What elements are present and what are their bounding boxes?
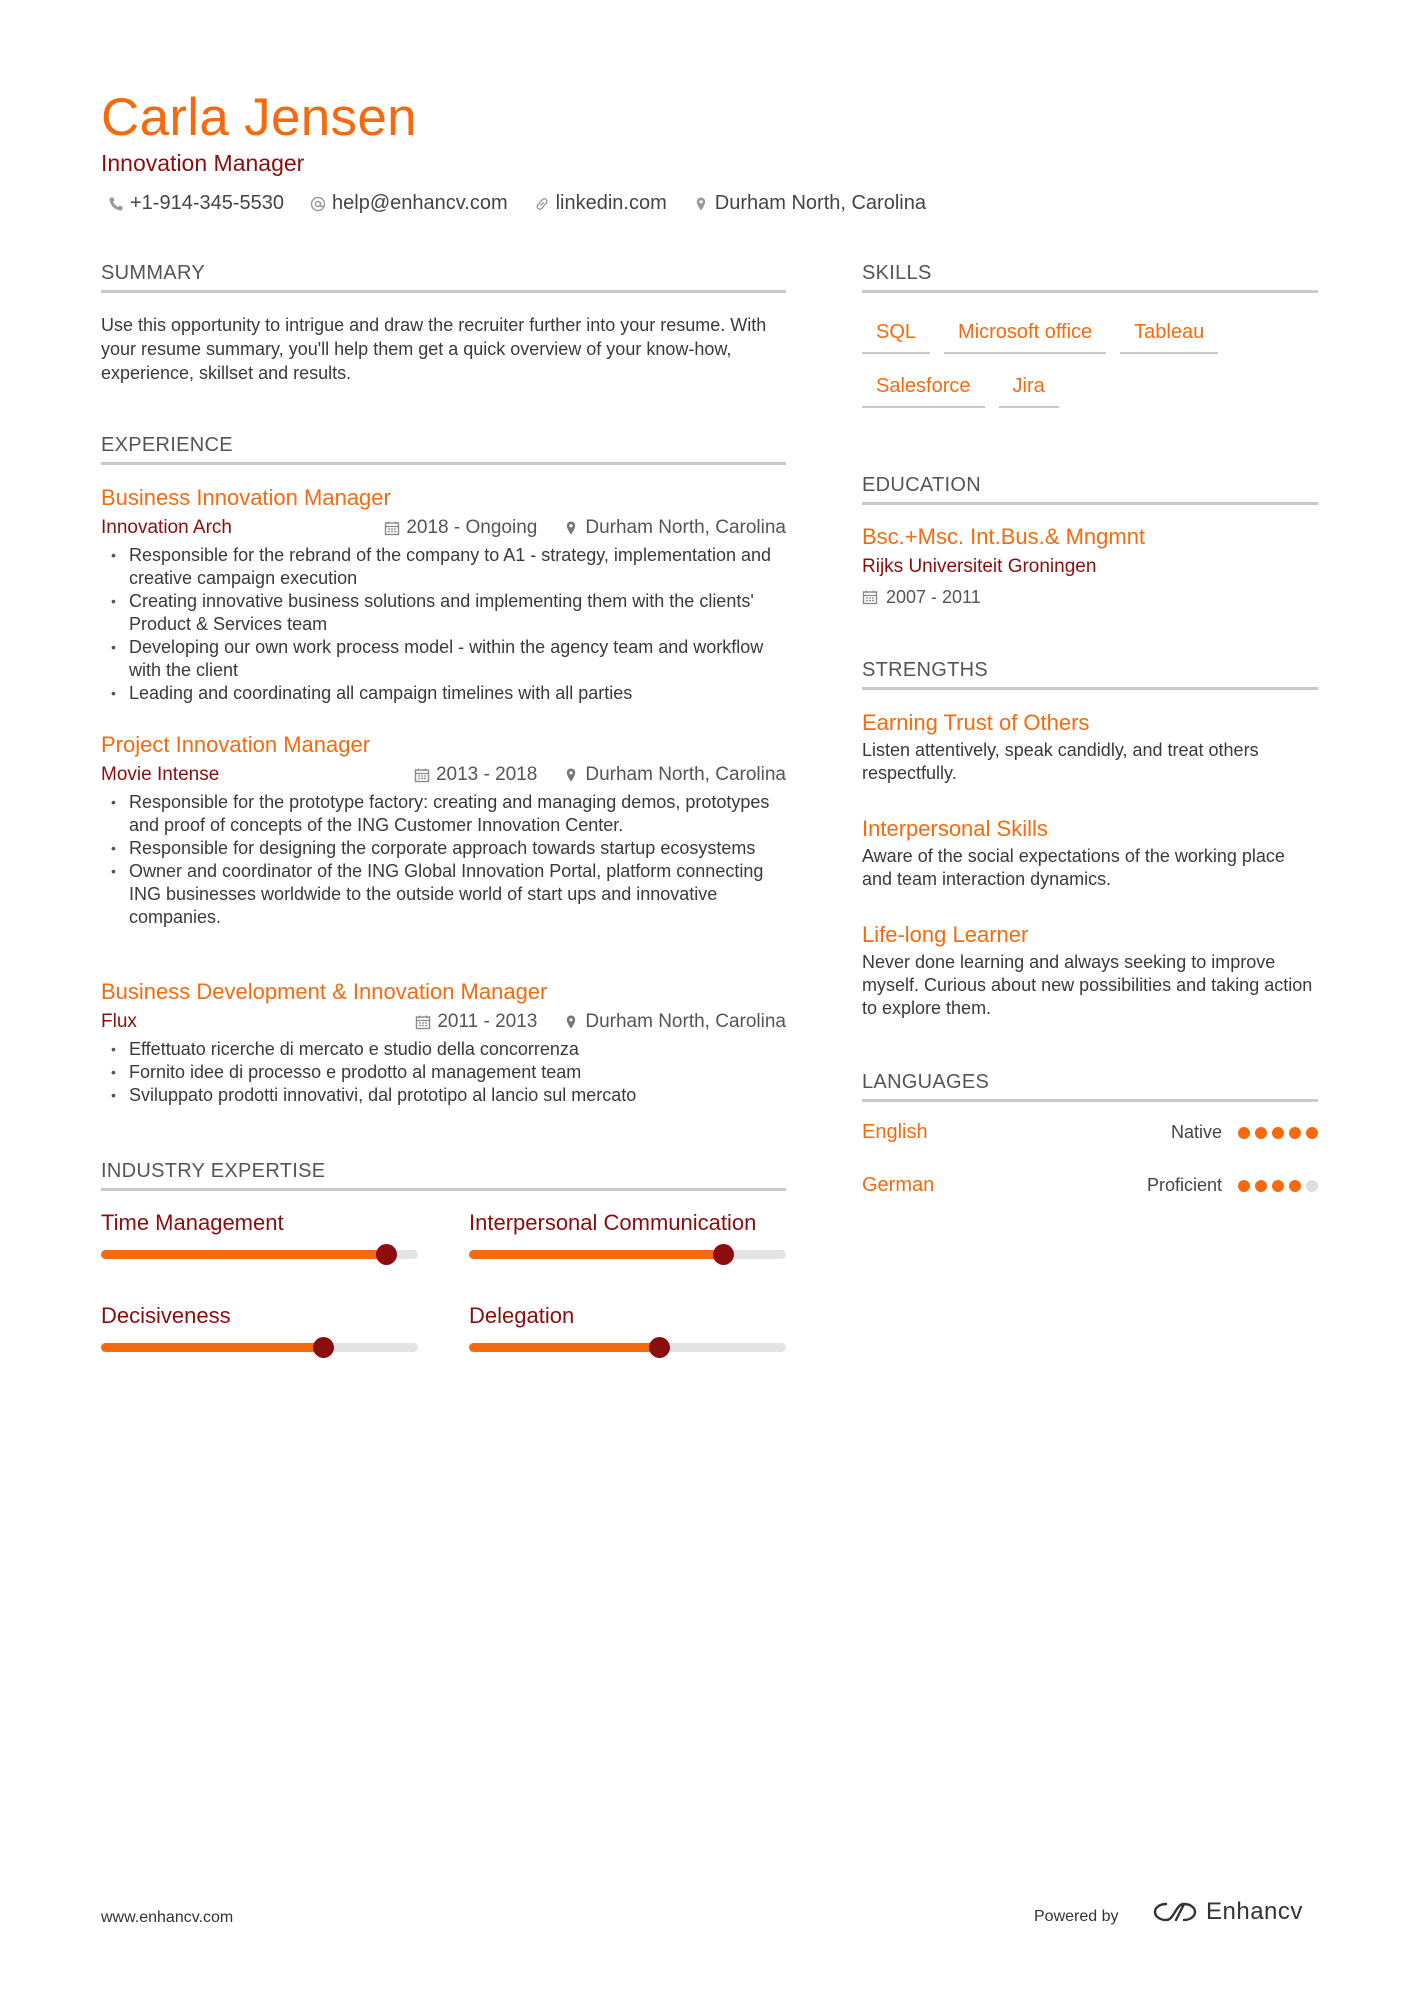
expertise-item (101, 1208, 418, 1259)
strength-title: Earning Trust of Others (862, 710, 1090, 735)
strength-item (862, 920, 1318, 1020)
job-bullet: • Creating innovative business solutions and implementing them with the clients' Product & Services team (101, 590, 786, 636)
job-bullet: • Developing our own work process model - within the agency team and workflow with the client (101, 636, 786, 682)
job-bullet: • Responsible for the rebrand of the company to A1 - strategy, implementation and creative campaign execution (101, 544, 786, 590)
job-title: Business Development & Innovation Manager (101, 979, 548, 1004)
education-dates (862, 584, 1318, 610)
job-meta-row (101, 762, 786, 788)
job-entry (101, 730, 786, 929)
summary-text: Use this opportunity to intrigue and draw the recruiter further into your resume. With your resume summary, you'll help them get a quick overview of your know-how, experience, skillset and results. (101, 315, 767, 383)
job-dates-text: 2011 - 2013 (437, 1011, 538, 1032)
expertise-bar-knob (376, 1244, 397, 1265)
phone-icon (108, 196, 124, 212)
job-bullet: • Fornito idee di processo e prodotto al management team (101, 1061, 786, 1084)
expertise-label: Interpersonal Communication (469, 1210, 757, 1235)
education-school: Rijks Universiteit Groningen (862, 556, 1097, 577)
expertise-bar (469, 1343, 786, 1352)
phone-text: +1-914-345-5530 (130, 192, 285, 214)
expertise-bar-knob (649, 1337, 670, 1358)
calendar-icon (384, 520, 400, 536)
job-bullet: • Responsible for the prototype factory: creating and managing demos, prototypes and proof of concepts of the ING Customer Innovation Center. (101, 791, 786, 837)
enhancv-logo-icon (1152, 1900, 1198, 1924)
expertise-bar-fill (101, 1343, 323, 1352)
expertise-label: Delegation (469, 1303, 575, 1328)
job-company: Flux (101, 1011, 137, 1032)
job-bullet: • Responsible for designing the corporate approach towards startup ecosystems (101, 837, 786, 860)
language-rating-dot (1238, 1127, 1250, 1139)
job-bullet: • Sviluppato prodotti innovativi, dal prototipo al lancio sul mercato (101, 1084, 786, 1107)
language-rating-dot (1306, 1180, 1318, 1192)
expertise-bar-fill (101, 1250, 386, 1259)
skill-tag: Microsoft office (944, 318, 1106, 354)
contact-linkedin[interactable] (534, 192, 667, 215)
language-rating-dot (1306, 1127, 1318, 1139)
expertise-bar (101, 1250, 418, 1259)
strength-description: Never done learning and always seeking to improve myself. Curious about new possibilities and taking action to explore them. (862, 952, 1313, 1018)
skill-tag: SQL (862, 318, 930, 354)
education-entry (862, 522, 1318, 610)
footer-website-link[interactable]: www.enhancv.com (101, 1909, 234, 1926)
job-location-text: Durham North, Carolina (585, 764, 786, 785)
language-row (862, 1121, 1318, 1144)
job-entry (101, 977, 786, 1107)
language-name: English (862, 1121, 928, 1143)
language-level: Native (1170, 1122, 1222, 1142)
job-dates (415, 1009, 537, 1035)
expertise-item (101, 1301, 418, 1352)
language-rating-dot (1289, 1127, 1301, 1139)
at-icon (310, 196, 326, 212)
summary-heading: SUMMARY (101, 262, 786, 293)
language-rating-dot (1238, 1180, 1250, 1192)
skill-tag: Jira (999, 372, 1059, 408)
job-location-text: Durham North, Carolina (585, 1011, 786, 1032)
language-rating (1238, 1180, 1318, 1192)
expertise-label: Time Management (101, 1210, 284, 1235)
job-bullet: • Owner and coordinator of the ING Global Innovation Portal, platform connecting ING businesses worldwide to the outside world of start ups and innovative companies. (101, 860, 786, 929)
job-bullet: • Effettuato ricerche di mercato e studio della concorrenza (101, 1038, 786, 1061)
expertise-label: Decisiveness (101, 1303, 231, 1328)
language-name: German (862, 1174, 935, 1196)
job-dates-text: 2013 - 2018 (435, 764, 538, 785)
job-dates (384, 515, 537, 541)
job-meta-row (101, 515, 786, 541)
job-dates (414, 762, 537, 788)
education-degree: Bsc.+Msc. Int.Bus.& Mngmnt (862, 524, 1146, 549)
strength-description: Aware of the social expectations of the working place and team interaction dynamics. (862, 846, 1285, 889)
location-pin-icon (563, 1014, 579, 1030)
skills-heading: SKILLS (862, 262, 1318, 293)
strength-description: Listen attentively, speak candidly, and treat others respectfully. (862, 740, 1259, 783)
language-rating-dot (1289, 1180, 1301, 1192)
linkedin-text: linkedin.com (555, 192, 667, 214)
job-bullets (101, 1038, 786, 1107)
footer-brand[interactable] (1152, 1898, 1303, 1926)
expertise-item (469, 1208, 786, 1259)
job-company: Innovation Arch (101, 517, 232, 538)
experience-heading: EXPERIENCE (101, 434, 786, 465)
job-bullets (101, 791, 786, 929)
job-location (563, 515, 786, 541)
expertise-bar (469, 1250, 786, 1259)
location-pin-icon (563, 767, 579, 783)
contact-row (108, 192, 926, 215)
job-location (563, 762, 786, 788)
contact-email[interactable] (310, 192, 508, 215)
job-company: Movie Intense (101, 764, 220, 785)
strength-item (862, 814, 1318, 891)
calendar-icon (414, 767, 430, 783)
job-bullet: • Leading and coordinating all campaign timelines with all parties (101, 682, 786, 705)
footer-powered-by: Powered by (1034, 1908, 1119, 1925)
education-heading: EDUCATION (862, 474, 1318, 505)
expertise-bar-fill (469, 1250, 723, 1259)
industry-expertise-heading: INDUSTRY EXPERTISE (101, 1160, 786, 1191)
skill-tag: Tableau (1120, 318, 1218, 354)
languages-heading: LANGUAGES (862, 1071, 1318, 1102)
strength-item (862, 708, 1318, 785)
job-meta-row (101, 1009, 786, 1035)
language-rating-dot (1255, 1127, 1267, 1139)
job-dates-text: 2018 - Ongoing (406, 517, 538, 538)
candidate-name: Carla Jensen (101, 88, 417, 147)
expertise-bar-knob (713, 1244, 734, 1265)
calendar-icon (415, 1014, 431, 1030)
expertise-bar (101, 1343, 418, 1352)
strength-title: Interpersonal Skills (862, 816, 1048, 841)
link-icon (534, 196, 550, 212)
location-pin-icon (563, 520, 579, 536)
contact-phone[interactable] (108, 192, 284, 215)
job-location-text: Durham North, Carolina (585, 517, 786, 538)
strength-title: Life-long Learner (862, 922, 1029, 947)
expertise-bar-knob (313, 1337, 334, 1358)
strengths-heading: STRENGTHS (862, 659, 1318, 690)
location-pin-icon (693, 196, 709, 212)
job-entry (101, 483, 786, 705)
language-rating-dot (1255, 1180, 1267, 1192)
job-location (563, 1009, 786, 1035)
job-bullets (101, 544, 786, 705)
skill-tag: Salesforce (862, 372, 985, 408)
language-rating (1238, 1127, 1318, 1139)
education-dates-text: 2007 - 2011 (886, 587, 981, 607)
skills-list (862, 318, 1318, 408)
expertise-bar-fill (469, 1343, 659, 1352)
candidate-title: Innovation Manager (101, 150, 305, 176)
job-title: Project Innovation Manager (101, 732, 371, 757)
calendar-icon (862, 589, 878, 605)
language-rating-dot (1272, 1180, 1284, 1192)
email-text: help@enhancv.com (332, 192, 508, 214)
language-rating-dot (1272, 1127, 1284, 1139)
language-level: Proficient (1146, 1175, 1222, 1195)
expertise-item (469, 1301, 786, 1352)
language-row (862, 1174, 1318, 1197)
job-title: Business Innovation Manager (101, 485, 391, 510)
location-text: Durham North, Carolina (714, 192, 926, 214)
contact-location (693, 192, 926, 215)
footer-brand-name: Enhancv (1206, 1898, 1303, 1925)
